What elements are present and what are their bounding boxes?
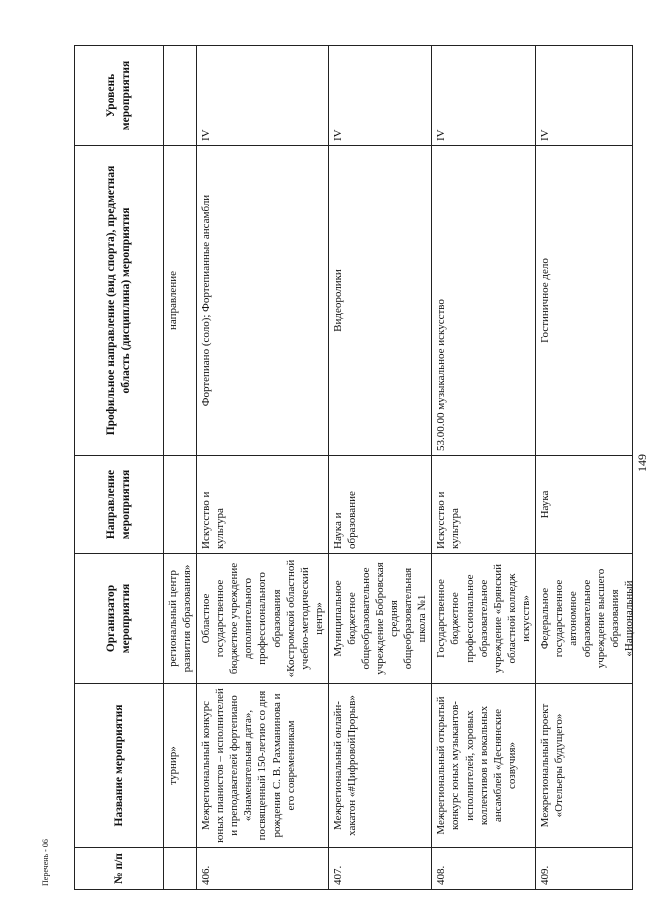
row-organizer	[535, 554, 636, 684]
cont-num	[164, 848, 197, 890]
continuation-row	[164, 46, 197, 890]
header-direction: Направление мероприятия	[75, 456, 164, 554]
row-name: Межрегиональный конкурс юных пианистов – исполнителей и преподавателей фортепиано «Знаменательная дата», посвященный 150-летию со дня рождения С. В. Рахманинова и его современникам	[197, 684, 329, 848]
header-num: № п/п	[75, 848, 164, 890]
row-name: Межрегиональный проект «Отельеры будущего»	[535, 684, 632, 848]
row-profile: Гостиничное дело	[535, 146, 632, 456]
row-num: 406.	[197, 848, 329, 890]
events-table	[74, 45, 636, 890]
row-direction: Искусство и культура	[197, 456, 329, 554]
row-num: 407.	[328, 848, 432, 890]
row-name: Межрегиональный онлайн-хакатон «#ЦифровойПрорыв»	[328, 684, 432, 848]
cont-profile: направление	[164, 146, 197, 456]
header-profile: Профильное направление (вид спорта), предметная область (дисциплина) мероприятия	[75, 146, 164, 456]
row-num: 409.	[535, 848, 632, 890]
row-level: IV	[197, 46, 329, 146]
cont-name: турнир»	[164, 684, 197, 848]
row-direction: Наука и образование	[328, 456, 432, 554]
row-organizer: Государственное бюджетное профессиональное образовательное учреждение «Брянский областной колледж искусств»	[432, 554, 536, 684]
table-header-row	[75, 46, 164, 890]
row-level: IV	[535, 46, 632, 146]
row-organizer: Муниципальное бюджетное общеобразовательное учреждение Бобровская средняя общеобразовательная школа №1	[328, 554, 432, 684]
row-direction: Искусство и культура	[432, 456, 536, 554]
header-name: Название мероприятия	[75, 684, 164, 848]
rotated-page	[37, 46, 649, 890]
cont-direction	[164, 456, 197, 554]
footer-label: Перечень - 06	[41, 839, 50, 886]
row-level: IV	[328, 46, 432, 146]
row-profile: Видеоролики	[328, 146, 432, 456]
row-organizer: Областное государственное бюджетное учреждение дополнительного профессионального образования «Костромской областной учебно-методический центр»	[197, 554, 329, 684]
table-row	[432, 46, 536, 890]
row-profile: 53.00.00 музыкальное искусство	[432, 146, 536, 456]
row-direction: Наука	[535, 456, 632, 554]
page-number: 149	[635, 454, 649, 472]
header-level: Уровень мероприятия	[75, 46, 164, 146]
row-name: Межрегиональный открытый конкурс юных музыкантов-исполнителей, хоровых коллективов и вокальных ансамблей «Деснянские созвучия»	[432, 684, 536, 848]
row-profile: Фортепиано (соло); Фортепианные ансамбли	[197, 146, 329, 456]
row-organizer-text: Федеральное государственное автономное образовательное учреждение высшего образования «Национальный	[538, 568, 636, 669]
table-row	[328, 46, 432, 890]
header-organizer: Организатор мероприятия	[75, 554, 164, 684]
row-num: 408.	[432, 848, 536, 890]
table-row	[535, 46, 632, 890]
table-row	[197, 46, 329, 890]
cont-level	[164, 46, 197, 146]
row-level: IV	[432, 46, 536, 146]
cont-organizer: региональный центр развития образования»	[164, 554, 197, 684]
